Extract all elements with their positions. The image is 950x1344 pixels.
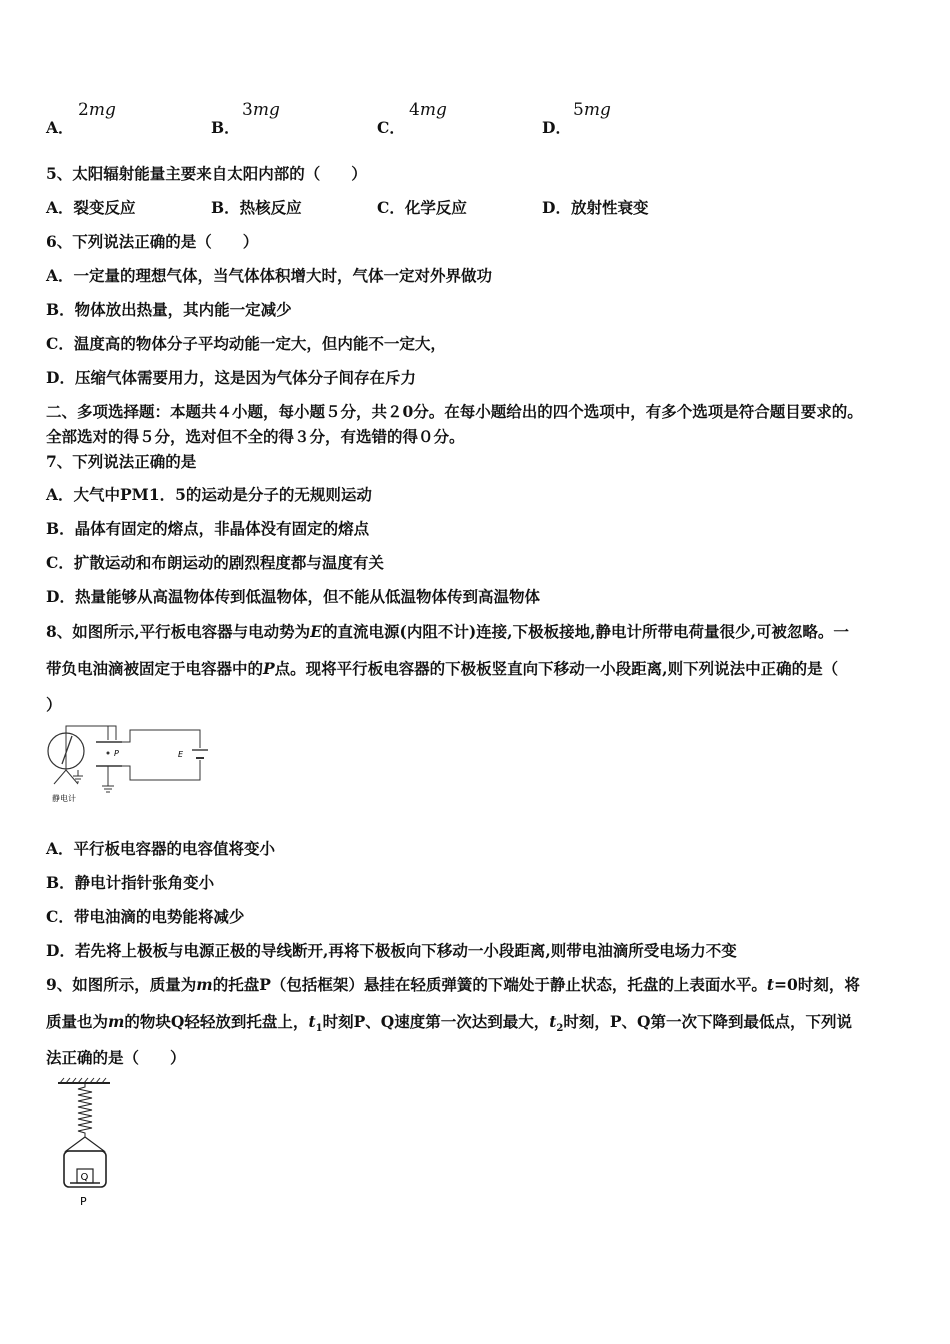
q4-option-b-letter: B．	[211, 118, 240, 137]
q4-option-a-letter: A．	[46, 118, 74, 137]
q7-option-d: D．热量能够从高温物体传到低温物体，但不能从低温物体传到高温物体	[46, 587, 540, 606]
q8-option-c: C．带电油滴的电势能将减少	[46, 907, 245, 926]
q5-stem: 5、太阳辐射能量主要来自太阳内部的（ ）	[46, 164, 367, 183]
point-p-label: P	[114, 749, 119, 758]
section2-instructions-line2: 全部选对的得５分，选对但不全的得３分，有选错的得０分。	[46, 427, 465, 446]
q6-option-d: D．压缩气体需要用力，这是因为气体分子间存在斥力	[46, 368, 416, 387]
q4-option-a-value: 2mg	[78, 100, 116, 120]
q7-stem: 7、下列说法正确的是	[46, 452, 197, 471]
q4-option-d-letter: D．	[542, 118, 571, 137]
q6-option-c: C．温度高的物体分子平均动能一定大，但内能不一定大，	[46, 334, 446, 353]
q7-option-b: B．晶体有固定的熔点，非晶体没有固定的熔点	[46, 519, 370, 538]
q8-stem-line3: ）	[46, 695, 62, 714]
q9-stem-line1: 9、如图所示，质量为m的托盘P（包括框架）悬挂在轻质弹簧的下端处于静止状态，托盘的上表面水平。t=0时刻，将	[46, 975, 860, 994]
q6-option-a: A．一定量的理想气体，当气体体积增大时，气体一定对外界做功	[46, 266, 493, 285]
q8-option-a: A．平行板电容器的电容值将变小	[46, 839, 276, 858]
block-q-label: Q	[80, 1172, 89, 1183]
electrometer-leg-right	[66, 770, 78, 784]
q4-option-d-value: 5mg	[573, 100, 611, 120]
q9-stem-line3: 法正确的是（ ）	[46, 1048, 186, 1067]
q8-option-b: B．静电计指针张角变小	[46, 873, 215, 892]
q6-option-b: B．物体放出热量，其内能一定减少	[46, 300, 292, 319]
q5-option-a: A．裂变反应	[46, 198, 136, 217]
q9-stem-line2: 质量也为m的物块Q轻轻放到托盘上，$t_1$时刻P、Q速度第一次达到最大，$t_2$时刻，P、Q第一次下降到最低点，下列说	[46, 1012, 853, 1035]
electrometer-leg-left	[54, 770, 66, 784]
q5-option-b: B．热核反应	[211, 198, 302, 217]
oil-drop-point	[107, 752, 110, 755]
q8-stem-line2: 带负电油滴被固定于电容器中的P点。现将平行板电容器的下极板竖直向下移动一小段距离,则下列说法中正确的是（	[46, 659, 839, 678]
q4-option-c-value: 4mg	[409, 100, 447, 120]
q8-circuit-figure	[40, 718, 220, 808]
q8-option-d: D．若先将上极板与电源正极的导线断开,再将下极板向下移动一小段距离,则带电油滴所受电场力不变	[46, 941, 737, 960]
electrometer-label: 静电计	[52, 794, 76, 803]
q4-option-c-letter: C．	[377, 118, 405, 137]
q5-option-d: D．放射性衰变	[542, 198, 649, 217]
section2-instructions-line1: 二、多项选择题：本题共４小题，每小题５分，共２0分。在每小题给出的四个选项中，有多个选项是符合题目要求的。	[46, 402, 863, 421]
electrometer-needle	[62, 736, 72, 764]
q7-option-c: C．扩散运动和布朗运动的剧烈程度都与温度有关	[46, 553, 384, 572]
tray-hanger	[66, 1137, 104, 1151]
spring	[78, 1083, 92, 1137]
tray-p-label: P	[80, 1195, 87, 1208]
source-e-label: E	[178, 750, 184, 759]
q8-stem-line1: 8、如图所示,平行板电容器与电动势为E的直流电源(内阻不计)连接,下极板接地,静电计所带电荷量很少,可被忽略。一	[46, 622, 849, 641]
q4-option-b-value: 3mg	[242, 100, 280, 120]
q5-option-c: C．化学反应	[377, 198, 467, 217]
q7-option-a: A．大气中PM1．5的运动是分子的无规则运动	[46, 485, 372, 504]
q9-spring-tray-figure	[52, 1075, 122, 1210]
q6-stem: 6、下列说法正确的是（ ）	[46, 232, 259, 251]
